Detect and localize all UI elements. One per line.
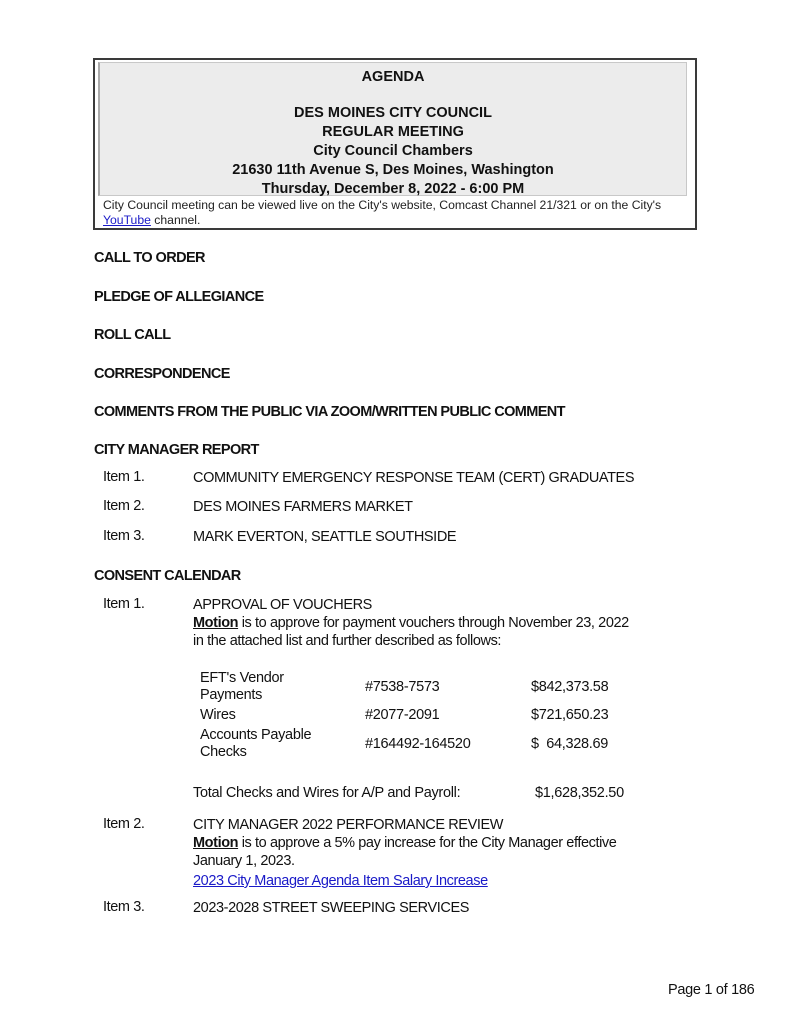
section-public-comments: COMMENTS FROM THE PUBLIC VIA ZOOM/WRITTEN PUBLIC COMMENT xyxy=(94,404,565,420)
agenda-title: AGENDA xyxy=(361,69,425,85)
viewing-note-end: channel. xyxy=(150,213,201,227)
motion-label: Motion xyxy=(193,835,239,851)
voucher-label: Wires xyxy=(200,707,236,723)
item-title: 2023-2028 STREET SWEEPING SERVICES xyxy=(193,900,469,916)
voucher-range: #2077-2091 xyxy=(365,707,440,723)
section-city-manager-report: CITY MANAGER REPORT xyxy=(94,442,259,458)
voucher-label: Accounts Payable Checks xyxy=(200,727,312,760)
item-title: DES MOINES FARMERS MARKET xyxy=(193,499,413,515)
voucher-amount: $842,373.58 xyxy=(531,679,609,695)
meeting-type: REGULAR MEETING xyxy=(322,124,464,140)
voucher-label: EFT's Vendor Payments xyxy=(200,670,284,703)
motion-body: is to approve for payment vouchers through November 23, 2022 xyxy=(238,615,629,631)
item-title: COMMUNITY EMERGENCY RESPONSE TEAM (CERT) GRADUATES xyxy=(193,470,635,486)
item-title: APPROVAL OF VOUCHERS xyxy=(193,597,372,613)
meeting-venue: City Council Chambers xyxy=(313,143,473,159)
viewing-note-text: City Council meeting can be viewed live on the City's website, Comcast Channel 21/321 or on the City's xyxy=(103,198,662,212)
total-label: Total Checks and Wires for A/P and Payroll: xyxy=(193,785,461,801)
motion-label: Motion xyxy=(193,615,239,631)
section-correspondence: CORRESPONDENCE xyxy=(94,366,230,382)
motion-text xyxy=(193,834,616,852)
item-number: Item 1. xyxy=(103,469,145,485)
meeting-address: 21630 11th Avenue S, Des Moines, Washington xyxy=(232,162,554,178)
voucher-range: #7538-7573 xyxy=(365,679,440,695)
voucher-range: #164492-164520 xyxy=(365,736,471,752)
agenda-header-box xyxy=(93,58,697,230)
agenda-header-panel xyxy=(98,62,687,196)
council-name: DES MOINES CITY COUNCIL xyxy=(294,105,492,121)
item-number: Item 2. xyxy=(103,816,145,832)
section-roll-call: ROLL CALL xyxy=(94,327,171,343)
viewing-note xyxy=(103,198,683,228)
item-number: Item 3. xyxy=(103,528,145,544)
section-pledge: PLEDGE OF ALLEGIANCE xyxy=(94,289,264,305)
item-title: MARK EVERTON, SEATTLE SOUTHSIDE xyxy=(193,529,457,545)
meeting-datetime: Thursday, December 8, 2022 - 6:00 PM xyxy=(261,181,525,197)
item-number: Item 1. xyxy=(103,596,145,612)
voucher-amount: $721,650.23 xyxy=(531,707,609,723)
motion-body: is to approve a 5% pay increase for the City Manager effective xyxy=(238,835,617,851)
section-call-to-order: CALL TO ORDER xyxy=(94,250,205,266)
page-number: Page 1 of 186 xyxy=(668,982,755,998)
voucher-amount: $ 64,328.69 xyxy=(531,736,609,752)
section-consent-calendar: CONSENT CALENDAR xyxy=(94,568,241,584)
item-number: Item 2. xyxy=(103,498,145,514)
motion-text xyxy=(193,614,629,632)
youtube-link[interactable]: YouTube xyxy=(103,213,151,227)
motion-text-continued: in the attached list and further described as follows: xyxy=(193,633,502,649)
item-number: Item 3. xyxy=(103,899,145,915)
item-title: CITY MANAGER 2022 PERFORMANCE REVIEW xyxy=(193,817,504,833)
salary-increase-link[interactable]: 2023 City Manager Agenda Item Salary Increase xyxy=(193,873,488,889)
total-amount: $1,628,352.50 xyxy=(535,785,624,801)
motion-text-continued: January 1, 2023. xyxy=(193,853,295,869)
